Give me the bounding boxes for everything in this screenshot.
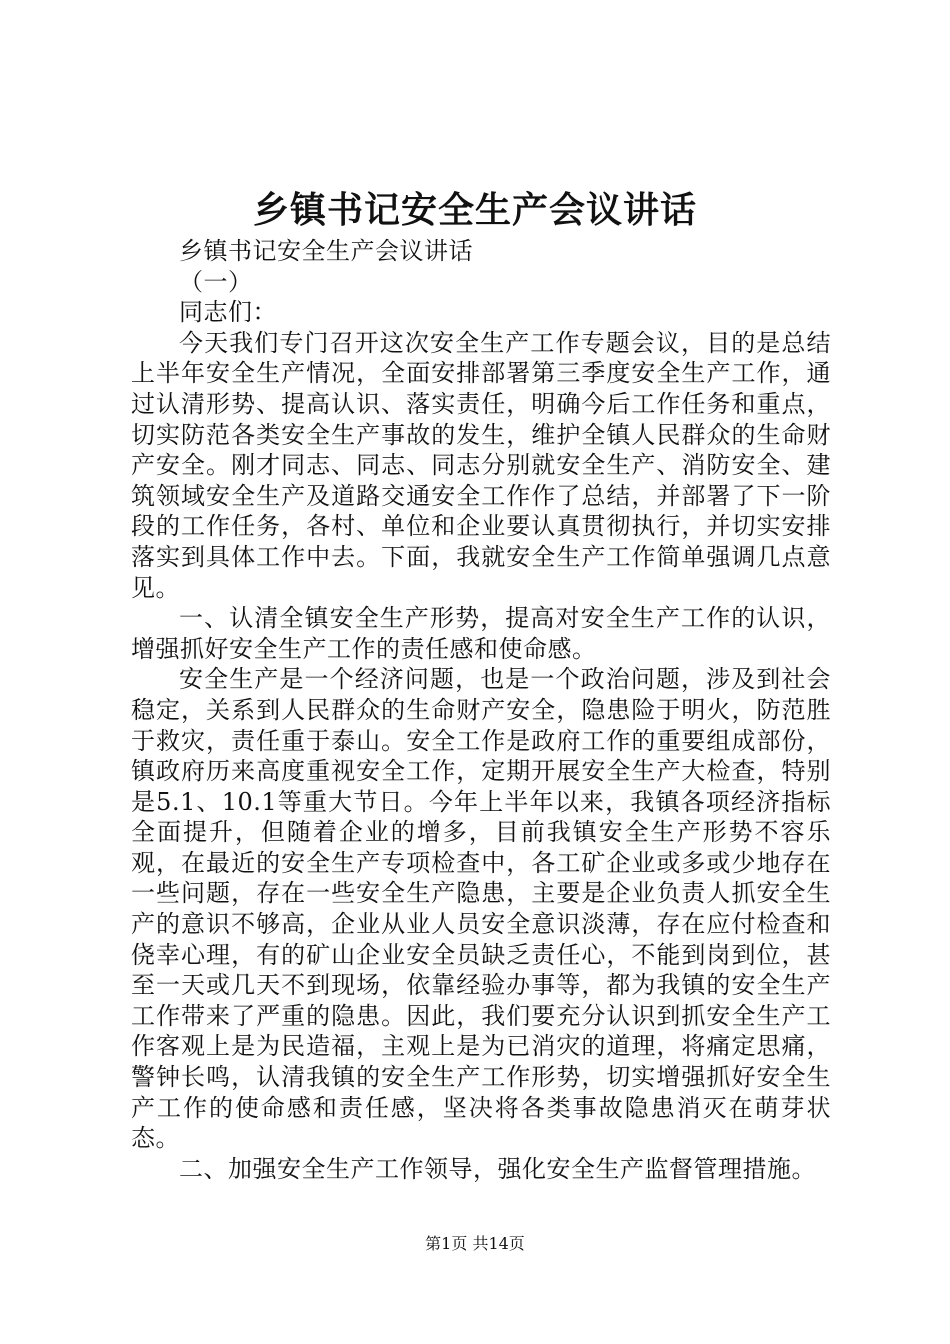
intro-paragraph: 今天我们专门召开这次安全生产工作专题会议，目的是总结上半年安全生产情况，全面安排部署第三季度安全生产工作，通过认清形势、提高认识、落实责任，明确今后工作任务和重点，切实防范各类安全生产事故的发生，维护全镇人民群众的生命财产安全。刚才同志、同志、同志分别就安全生产、消防安全、建筑领域安全生产及道路交通安全工作作了总结，并部署了下一阶段的工作任务，各村、单位和企业要认真贯彻执行，并切实安排落实到具体工作中去。下面，我就安全生产工作简单强调几点意见。 <box>131 328 831 602</box>
salutation: 同志们： <box>179 298 277 327</box>
document-title: 乡镇书记安全生产会议讲话 <box>252 189 697 231</box>
section-heading-1: 一、认清全镇安全生产形势，提高对安全生产工作的认识，增强抓好安全生产工作的责任感和使命感。 <box>131 604 831 663</box>
page-footer: 第1页 共14页 <box>425 1234 525 1253</box>
subtitle-paragraph: 乡镇书记安全生产会议讲话 <box>179 237 473 265</box>
section-1-paragraph: 安全生产是一个经济问题，也是一个政治问题，涉及到社会稳定，关系到人民群众的生命财产安全，隐患险于明火，防范胜于救灾，责任重于泰山。安全工作是政府工作的重要组成部份，镇政府历来高度重视安全工作，定期开展安全生产大检查，特别是5.1、10.1等重大节日。今年上半年以来，我镇各项经济指标全面提升，但随着企业的增多，目前我镇安全生产形势不容乐观，在最近的安全生产专项检查中，各工矿企业或多或少地存在一些问题，存在一些安全生产隐患，主要是企业负责人抓安全生产的意识不够高，企业从业人员安全意识淡薄，存在应付检查和侥幸心理，有的矿山企业安全员缺乏责任心，不能到岗到位，甚至一天或几天不到现场，依靠经验办事等，都为我镇的安全生产工作带来了严重的隐患。因此，我们要充分认识到抓安全生产工作客观上是为民造福，主观上是为已消灾的道理，将痛定思痛，警钟长鸣，认清我镇的安全生产工作形势，切实增强抓好安全生产工作的使命感和责任感，坚决将各类事故隐患消灭在萌芽状态。 <box>131 665 831 1153</box>
section-heading-2: 二、加强安全生产工作领导，强化安全生产监督管理措施。 <box>179 1154 816 1183</box>
section-number: （一） <box>179 267 253 296</box>
document-body <box>131 236 831 1184</box>
